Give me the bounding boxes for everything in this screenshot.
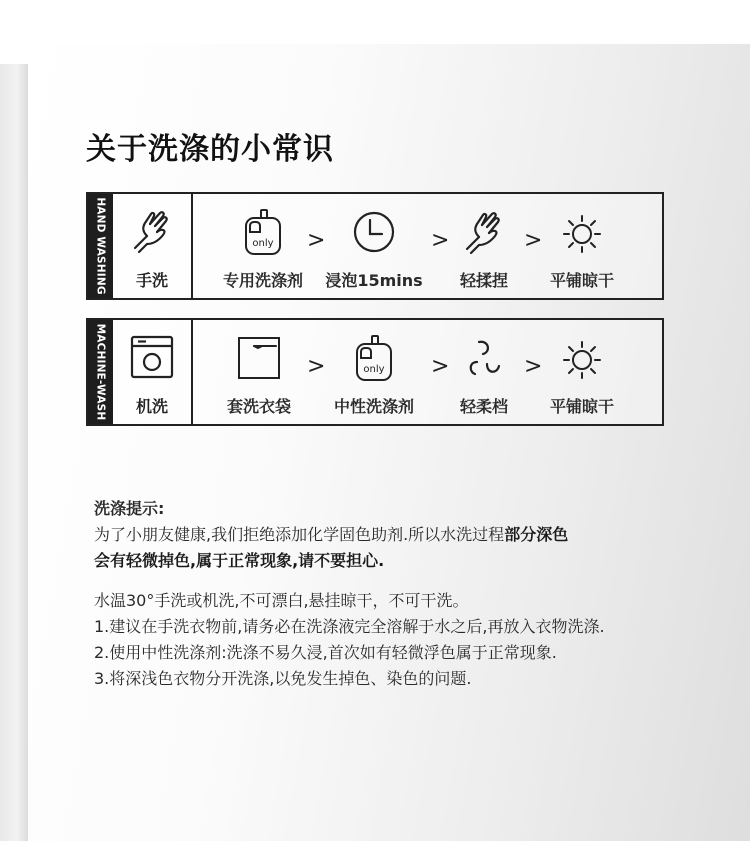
only-text: only: [252, 238, 274, 249]
detergent-bottle-icon: [240, 208, 286, 256]
arrow-icon: >: [307, 228, 326, 253]
machine-wash-panel: [86, 318, 664, 426]
step-label: 轻揉捏: [459, 271, 509, 290]
step-lay-flat-dry: [538, 320, 626, 424]
arrow-icon: >: [431, 354, 450, 379]
washing-machine-icon: [129, 334, 175, 380]
step-neutral-detergent: [319, 320, 429, 424]
tips-line: 1.建议在手洗衣物前,请务必在洗涤液完全溶解于水之后,再放入衣物洗涤.: [94, 617, 605, 636]
step-lay-flat-dry: [538, 194, 626, 298]
hand-washing-side-text: HAND WASHING: [94, 197, 107, 295]
sun-icon: [559, 208, 605, 256]
step-label: 浸泡15mins: [325, 271, 423, 290]
page-title: 关于洗涤的小常识: [86, 132, 334, 167]
step-label: 平铺晾干: [549, 397, 615, 416]
hand-wash-label: 手洗: [135, 271, 168, 290]
step-gentle-cycle: [446, 320, 522, 424]
tips-heading: 洗涤提示:: [94, 499, 165, 518]
arrow-icon: >: [307, 354, 326, 379]
hand-washing-panel: [86, 192, 664, 300]
tips-line: 2.使用中性洗涤剂:洗涤不易久浸,首次如有轻微浮色属于正常现象.: [94, 643, 557, 662]
clock-icon: [351, 208, 397, 256]
tips-line: 3.将深浅色衣物分开洗涤,以免发生掉色、染色的问题.: [94, 669, 472, 688]
arrow-icon: >: [524, 354, 543, 379]
hand-wash-main-cell: [113, 194, 193, 298]
gentle-cycle-icon: [461, 334, 507, 382]
tips-paragraph: [94, 522, 714, 574]
detergent-bottle-icon: [351, 334, 397, 382]
washing-tips: [94, 496, 714, 692]
tips-line: 水温30°手洗或机洗,不可漂白,悬挂晾干，不可干洗。: [94, 591, 469, 610]
step-label: 专用洗涤剂: [222, 271, 304, 290]
step-label: 平铺晾干: [549, 271, 615, 290]
hand-washing-side-label: [88, 194, 113, 298]
tips-emphasis: 会有轻微掉色,属于正常现象,请不要担心.: [94, 551, 385, 570]
machine-wash-side-label: [88, 320, 113, 424]
step-gentle-knead: [446, 194, 522, 298]
page-shadow-edge: [0, 64, 28, 841]
hand-icon: [129, 208, 175, 254]
tips-text: 为了小朋友健康,我们拒绝添加化学固色助剂.所以水洗过程: [94, 525, 505, 544]
machine-wash-main-cell: [113, 320, 193, 424]
step-laundry-bag: [211, 320, 307, 424]
step-label: 轻柔档: [459, 397, 509, 416]
step-detergent: [215, 194, 311, 298]
step-label: 套洗衣袋: [226, 397, 292, 416]
arrow-icon: >: [431, 228, 450, 253]
hand-knead-icon: [461, 208, 507, 256]
machine-wash-side-text: MACHINE-WASH: [94, 323, 107, 421]
tips-emphasis: 部分深色: [504, 525, 569, 544]
laundry-bag-icon: [236, 334, 282, 382]
sun-icon: [559, 334, 605, 382]
arrow-icon: >: [524, 228, 543, 253]
step-soak: [319, 194, 429, 298]
step-label: 中性洗涤剂: [333, 397, 415, 416]
machine-wash-label: 机洗: [135, 397, 168, 416]
only-text: only: [363, 364, 385, 375]
